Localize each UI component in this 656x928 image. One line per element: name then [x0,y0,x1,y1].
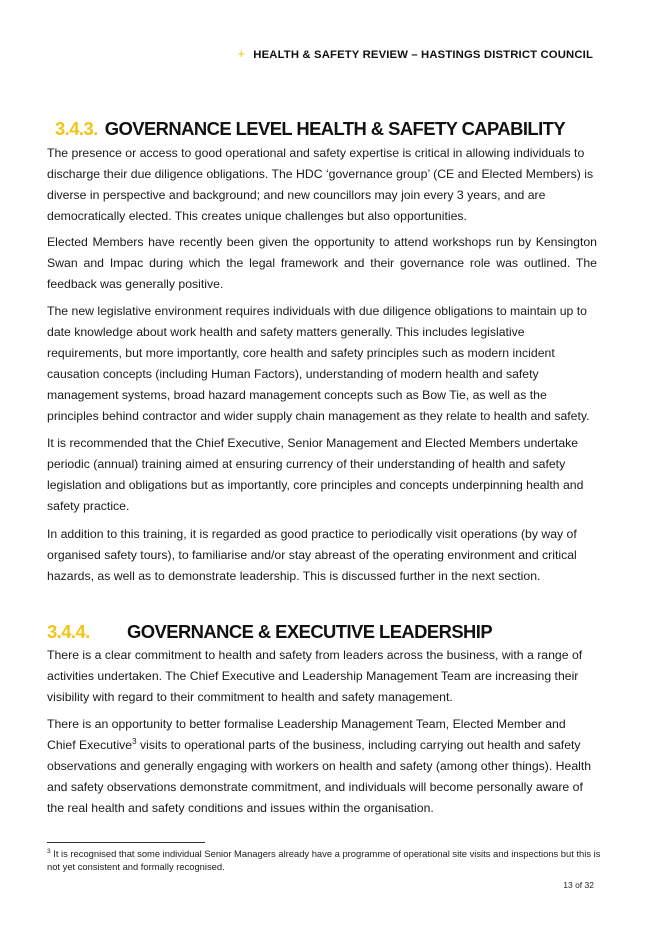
paragraph-text: There is an opportunity to better formalise Leadership Management Team, Elected Member and Chief Executive [47,717,566,752]
footnote [47,848,603,873]
paragraph: There is a clear commitment to health and safety from leaders across the business, with a range of activities undertaken. The Chief Executive and Leadership Management Team are increasing their visibility with regard to their commitment to health and safety management. [47,648,583,704]
running-header [238,46,593,61]
footnote-text: It is recognised that some individual Senior Managers already have a programme of operational site visits and inspections but this is not yet consistent and formally recognised. [47,848,601,872]
footnote-divider [47,842,205,843]
paragraph: The presence or access to good operational and safety expertise is critical in allowing individuals to discharge their due diligence obligations. The HDC ‘governance group’ (CE and Elected Members) is diverse in perspective and background; and new councillors may join every 3 years, and are democratically elected. This creates unique challenges but also opportunities. [47,146,594,223]
page-number: 13 of 32 [563,880,594,890]
section-title: GOVERNANCE LEVEL HEALTH & SAFETY CAPABILITY [104,118,566,139]
section-number: 3.4.3. [55,118,98,139]
paragraph: It is recommended that the Chief Executive, Senior Management and Elected Members undertake periodic (annual) training aimed at ensuring currency of their understanding of health and safety legislation and obligations but as importantly, core principles and concepts underpinning health and safety practice. [47,436,584,513]
plus-icon: + [237,46,246,61]
section-number: 3.4.4. [47,621,90,642]
paragraph [47,714,597,819]
footnote-marker: 3 [47,847,51,855]
header-title: HEALTH & SAFETY REVIEW – HASTINGS DISTRICT COUNCIL [253,49,593,61]
paragraph: Elected Members have recently been given the opportunity to attend workshops run by Kensington Swan and Impac during which the legal framework and their governance role was outlined. The feedback was generally positive. [47,235,597,291]
section-heading-3-4-4 [47,621,492,643]
footnote-ref: 3 [132,736,137,746]
paragraph-text: visits to operational parts of the business, including carrying out health and safety observations and generally engaging with workers on health and safety (among other things). Health and safety observations demonstrate commitment, and individuals will become personally aware of the real health and safety conditions and issues within the organisation. [47,738,592,815]
section-title: GOVERNANCE & EXECUTIVE LEADERSHIP [127,621,493,642]
paragraph: In addition to this training, it is regarded as good practice to periodically visit operations (by way of organised safety tours), to familiarise and/or stay abreast of the operating environment and critical hazards, as well as to demonstrate leadership. This is discussed further in the next section. [47,527,577,583]
paragraph: The new legislative environment requires individuals with due diligence obligations to maintain up to date knowledge about work health and safety matters generally. This includes legislative requirements, but more importantly, core health and safety principles such as modern incident causation concepts (including Human Factors), understanding of modern health and safety management systems, broad hazard management concepts such as Bow Tie, as well as the principles behind contractor and wider supply chain management as they relate to health and safety. [47,304,590,423]
section-heading-3-4-3 [55,118,565,140]
